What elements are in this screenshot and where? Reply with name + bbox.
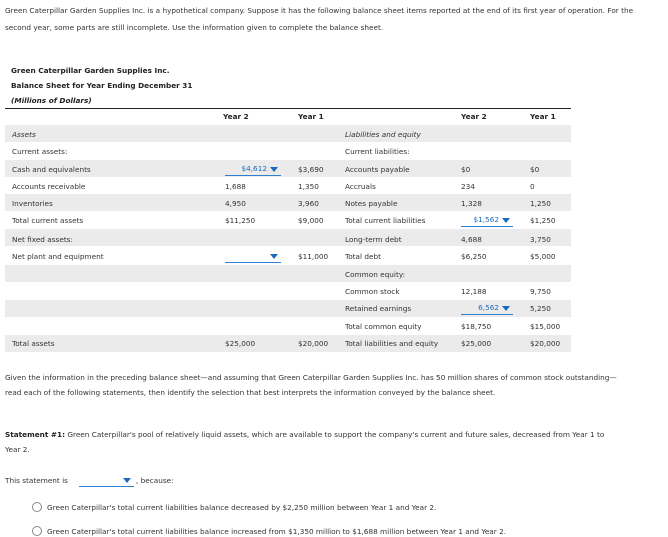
cash-year2-dropdown[interactable]: [225, 164, 281, 176]
tle-label: Total liabilities and equity: [345, 339, 439, 348]
net-fixed-assets-heading: Net fixed assets:: [12, 235, 73, 244]
chevron-down-icon: [502, 306, 510, 311]
total-assets-label: Total assets: [12, 339, 55, 348]
ltd-year2: 4,688: [461, 235, 482, 244]
option-1-radio[interactable]: [32, 502, 42, 512]
row-band: [5, 194, 571, 211]
statement-truth-dropdown[interactable]: [79, 475, 134, 487]
tca-year2: $11,250: [225, 216, 256, 225]
ar-label: Accounts receivable: [12, 182, 86, 191]
tcl-year2-value: $1,562: [473, 215, 499, 224]
cs-label: Common stock: [345, 287, 400, 296]
chevron-down-icon: [270, 167, 278, 172]
sheet-title: Balance Sheet for Year Ending December 31: [11, 81, 193, 90]
re-year1: 5,250: [530, 304, 551, 313]
tce-year2: $18,750: [461, 322, 492, 331]
tce-year1: $15,000: [530, 322, 561, 331]
row-band: [5, 229, 571, 246]
row-band: [5, 125, 571, 142]
tce-label: Total common equity: [345, 322, 422, 331]
total-debt-year2: $6,250: [461, 252, 487, 261]
npe-year1: $11,000: [298, 252, 329, 261]
common-equity-heading: Common equity:: [345, 270, 406, 279]
accruals-year2: 234: [461, 182, 475, 191]
np-year2: 1,328: [461, 199, 482, 208]
tcl-year1: $1,250: [530, 216, 556, 225]
statement-1-label: Statement #1:: [5, 430, 65, 439]
np-year1: 1,250: [530, 199, 551, 208]
total-debt-label: Total debt: [345, 252, 381, 261]
table-top-rule: [5, 108, 571, 109]
total-assets-year2: $25,000: [225, 339, 256, 348]
ar-year2: 1,688: [225, 182, 246, 191]
intro-text: Green Caterpillar Garden Supplies Inc. is a hypothetical company. Suppose it has the following balance sheet items reported at the end of its first year of operation. For the second year, some parts are still incomplete. Use the information given to complete the balance sheet.: [5, 6, 634, 32]
col-header-year1-right: Year 1: [530, 112, 556, 121]
accruals-year1: 0: [530, 182, 535, 191]
current-assets-heading: Current assets:: [12, 147, 68, 156]
cash-year1: $3,690: [298, 165, 324, 174]
re-year2-value: 6,562: [478, 303, 499, 312]
tle-year1: $20,000: [530, 339, 561, 348]
total-assets-year1: $20,000: [298, 339, 329, 348]
inventories-year1: 3,960: [298, 199, 319, 208]
option-2-radio[interactable]: [32, 526, 42, 536]
cash-label: Cash and equivalents: [12, 165, 91, 174]
company-name: Green Caterpillar Garden Supplies Inc.: [11, 66, 170, 75]
accruals-label: Accruals: [345, 182, 376, 191]
chevron-down-icon: [270, 254, 278, 259]
chevron-down-icon: [123, 478, 131, 483]
ltd-label: Long-term debt: [345, 235, 402, 244]
this-statement-is-label: This statement is: [5, 476, 68, 485]
ar-year1: 1,350: [298, 182, 319, 191]
col-header-year2-left: Year 2: [223, 112, 249, 121]
cash-year2-value: $4,612: [241, 164, 267, 173]
col-header-year1-left: Year 1: [298, 112, 324, 121]
tca-year1: $9,000: [298, 216, 324, 225]
tle-year2: $25,000: [461, 339, 492, 348]
tcl-year2-dropdown[interactable]: [461, 215, 513, 227]
assets-heading: Assets: [12, 130, 36, 139]
statement-1: [5, 427, 620, 457]
liabilities-equity-heading: Liabilities and equity: [345, 130, 421, 139]
because-label: , because:: [136, 476, 174, 485]
ap-label: Accounts payable: [345, 165, 410, 174]
npe-year2-dropdown[interactable]: [225, 251, 281, 263]
ap-year2: $0: [461, 165, 471, 174]
units-label: (Millions of Dollars): [11, 96, 92, 105]
np-label: Notes payable: [345, 199, 398, 208]
row-band: [5, 265, 571, 282]
inventories-label: Inventories: [12, 199, 53, 208]
tcl-label: Total current liabilities: [345, 216, 426, 225]
ap-year1: $0: [530, 165, 540, 174]
inventories-year2: 4,950: [225, 199, 246, 208]
cs-year2: 12,188: [461, 287, 487, 296]
tca-label: Total current assets: [12, 216, 84, 225]
total-debt-year1: $5,000: [530, 252, 556, 261]
chevron-down-icon: [502, 218, 510, 223]
npe-label: Net plant and equipment: [12, 252, 104, 261]
option-2-text: Green Caterpillar's total current liabilities balance increased from $1,350 million to $1,688 million between Year 1 and Year 2.: [47, 527, 507, 536]
statement-1-text: Green Caterpillar's pool of relatively liquid assets, which are available to support the company's current and future sales, decreased from Year 1 to Year 2.: [5, 430, 605, 454]
question-text: Given the information in the preceding balance sheet—and assuming that Green Caterpillar Garden Supplies Inc. has 50 million shares of common stock outstanding—read each of the following statements, then identify the selection that best interprets the information conveyed by the balance sheet.: [5, 373, 617, 397]
col-header-year2-right: Year 2: [461, 112, 487, 121]
re-label: Retained earnings: [345, 304, 412, 313]
cs-year1: 9,750: [530, 287, 551, 296]
current-liabilities-heading: Current liabilities:: [345, 147, 410, 156]
ltd-year1: 3,750: [530, 235, 551, 244]
re-year2-dropdown[interactable]: [461, 303, 513, 315]
option-1-text: Green Caterpillar's total current liabilities balance decreased by $2,250 million between Year 1 and Year 2.: [47, 503, 437, 512]
